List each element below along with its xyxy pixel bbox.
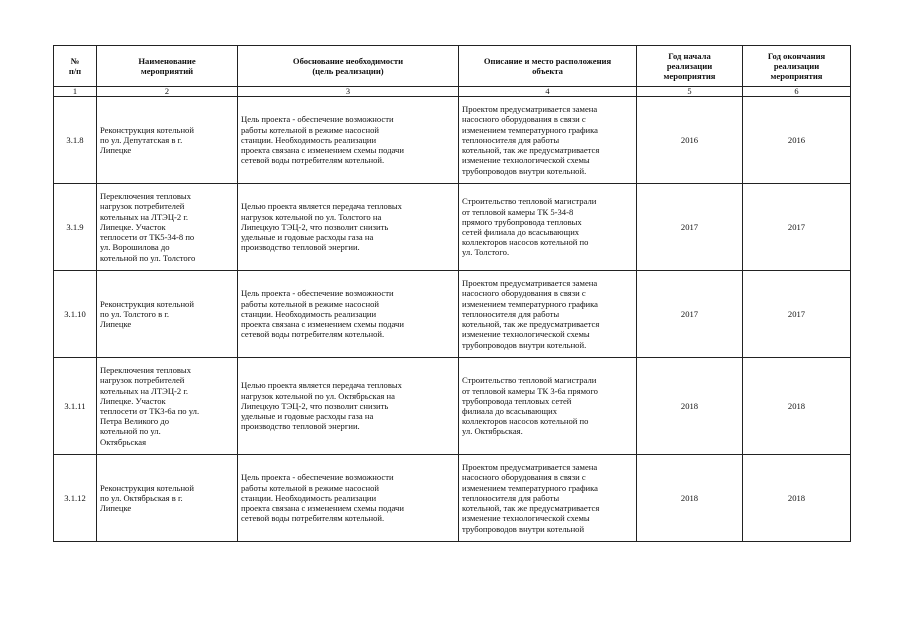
measure-description: Строительство тепловой магистрали от тепловой камеры ТК 5-34-8 прямого трубопровода тепловых сетей филиала до всасывающих коллекторов насосов котельной по ул. Толстого. [459,184,637,271]
end-year: 2017 [743,271,851,358]
header-start-year: Год начала реализации мероприятия [637,46,743,87]
measure-description: Проектом предусматривается замена насосного оборудования в связи с изменением температурного графика теплоносителя для работы котельной, так же предусматривается изменение технологической схемы трубопроводов внутри котельной. [459,271,637,358]
measure-reason: Цель проекта - обеспечение возможности работы котельной в режиме насосной станции. Необходимость реализации проекта связана с изменением схемы подачи сетевой воды потребителям котельной. [238,455,459,542]
start-year: 2016 [637,97,743,184]
measure-name: Реконструкция котельной по ул. Толстого в г. Липецке [97,271,238,358]
start-year: 2017 [637,184,743,271]
measure-description: Проектом предусматривается замена насосного оборудования в связи с изменением температурного графика теплоносителя для работы котельной, так же предусматривается изменение технологической схемы трубопроводов внутри котельной [459,455,637,542]
measure-description: Строительство тепловой магистрали от тепловой камеры ТК 3-6а прямого трубопровода тепловых сетей филиала до всасывающих коллекторов насосов котельной по ул. Октябрьская. [459,358,637,455]
measure-name: Переключения тепловых нагрузок потребителей котельных на ЛТЭЦ-2 г. Липецке. Участок теплосети от ТК5-34-8 по ул. Ворошилова до котельной по ул. Толстого [97,184,238,271]
measure-description: Проектом предусматривается замена насосного оборудования в связи с изменением температурного графика теплоносителя для работы котельной, так же предусматривается изменение технологической схемы трубопроводов внутри котельной. [459,97,637,184]
measure-reason: Целью проекта является передача тепловых нагрузок котельной по ул. Октябрьская на Липецкую ТЭЦ-2, что позволит снизить удельные и годовые расходы газа на производство тепловой энергии. [238,358,459,455]
header-name: Наименование мероприятий [97,46,238,87]
table-row [54,455,851,542]
table-row [54,97,851,184]
table-row [54,358,851,455]
measure-reason: Цель проекта - обеспечение возможности работы котельной в режиме насосной станции. Необходимость реализации проекта связана с изменением схемы подачи сетевой воды потребителям котельной. [238,97,459,184]
header-description: Описание и место расположения объекта [459,46,637,87]
table-row [54,184,851,271]
table-row [54,271,851,358]
row-number: 3.1.12 [54,455,97,542]
start-year: 2018 [637,358,743,455]
row-number: 3.1.11 [54,358,97,455]
row-number: 3.1.9 [54,184,97,271]
measure-name: Реконструкция котельной по ул. Октябрьская в г. Липецке [97,455,238,542]
row-number: 3.1.8 [54,97,97,184]
end-year: 2016 [743,97,851,184]
header-row [54,46,851,87]
column-number: 5 [637,87,743,97]
start-year: 2018 [637,455,743,542]
end-year: 2018 [743,455,851,542]
measure-name: Реконструкция котельной по ул. Депутатская в г. Липецке [97,97,238,184]
end-year: 2017 [743,184,851,271]
header-end-year: Год окончания реализации мероприятия [743,46,851,87]
measures-table [53,45,851,542]
end-year: 2018 [743,358,851,455]
start-year: 2017 [637,271,743,358]
column-number: 4 [459,87,637,97]
measure-reason: Целью проекта является передача тепловых нагрузок котельной по ул. Толстого на Липецкую ТЭЦ-2, что позволит снизить удельные и годовые расходы газа на производство тепловой энергии. [238,184,459,271]
column-number-row [54,87,851,97]
header-number: № п/п [54,46,97,87]
column-number: 1 [54,87,97,97]
measure-name: Переключения тепловых нагрузок потребителей котельных на ЛТЭЦ-2 г. Липецке. Участок теплосети от ТК3-6а по ул. Петра Великого до котельной по ул. Октябрьская [97,358,238,455]
column-number: 6 [743,87,851,97]
column-number: 3 [238,87,459,97]
header-reason: Обоснование необходимости (цель реализации) [238,46,459,87]
column-number: 2 [97,87,238,97]
row-number: 3.1.10 [54,271,97,358]
measure-reason: Цель проекта - обеспечение возможности работы котельной в режиме насосной станции. Необходимость реализации проекта связана с изменением схемы подачи сетевой воды потребителям котельной. [238,271,459,358]
